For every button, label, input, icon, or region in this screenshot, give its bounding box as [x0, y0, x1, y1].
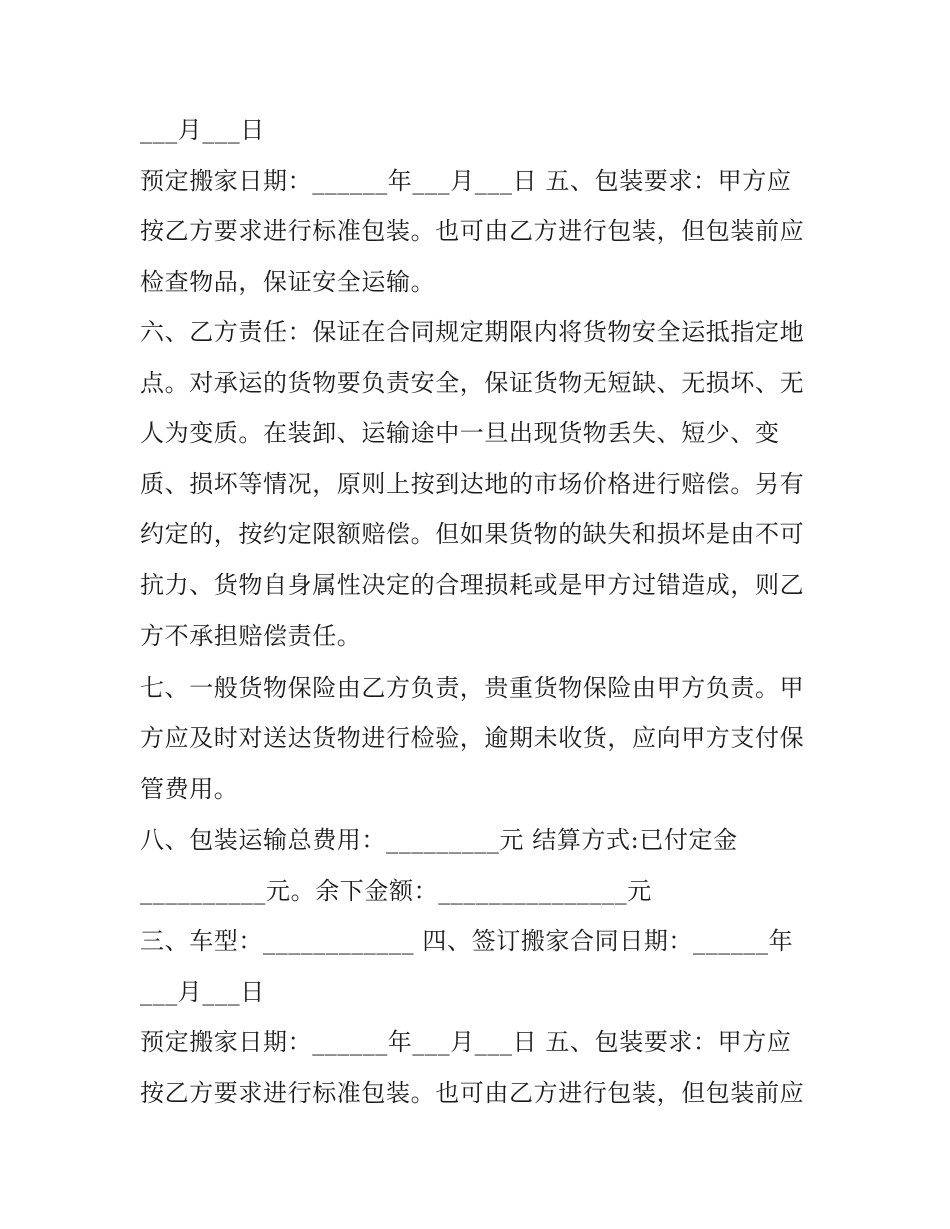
- text-line: 管费用。: [140, 775, 239, 803]
- text-line: 七、一般货物保险由乙方负责，贵重货物保险由甲方负责。甲: [140, 674, 805, 702]
- text-line: 八、包装运输总费用：_________元 结算方式:已付定金: [140, 826, 738, 854]
- text-line: 质、损坏等情况，原则上按到达地的市场价格进行赔偿。另有: [140, 470, 805, 498]
- text-line: 检查物品，保证安全运输。: [140, 268, 436, 296]
- text-line: 方不承担赔偿责任。: [140, 622, 362, 650]
- text-line: ___月___日: [140, 116, 265, 144]
- text-line: ___月___日: [140, 978, 265, 1006]
- text-line: 预定搬家日期：______年___月___日 五、包装要求：甲方应: [140, 167, 792, 195]
- text-line: 六、乙方责任：保证在合同规定期限内将货物安全运抵指定地: [140, 318, 805, 346]
- text-line: 人为变质。在装卸、运输途中一旦出现货物丢失、短少、变: [140, 419, 780, 447]
- text-line: 抗力、货物自身属性决定的合理损耗或是甲方过错造成，则乙: [140, 571, 805, 599]
- text-line: __________元。余下金额：_______________元: [140, 877, 652, 905]
- text-line: 按乙方要求进行标准包装。也可由乙方进行包装，但包装前应: [140, 217, 805, 245]
- text-line: 三、车型：____________ 四、签订搬家合同日期：______年: [140, 927, 794, 955]
- text-line: 预定搬家日期：______年___月___日 五、包装要求：甲方应: [140, 1028, 792, 1056]
- text-line: 约定的，按约定限额赔偿。但如果货物的缺失和损坏是由不可: [140, 520, 805, 548]
- text-line: 点。对承运的货物要负责安全，保证货物无短缺、无损坏、无: [140, 369, 805, 397]
- text-line: 按乙方要求进行标准包装。也可由乙方进行包装，但包装前应: [140, 1079, 805, 1107]
- text-line: 方应及时对送达货物进行检验，逾期未收货，应向甲方支付保: [140, 724, 805, 752]
